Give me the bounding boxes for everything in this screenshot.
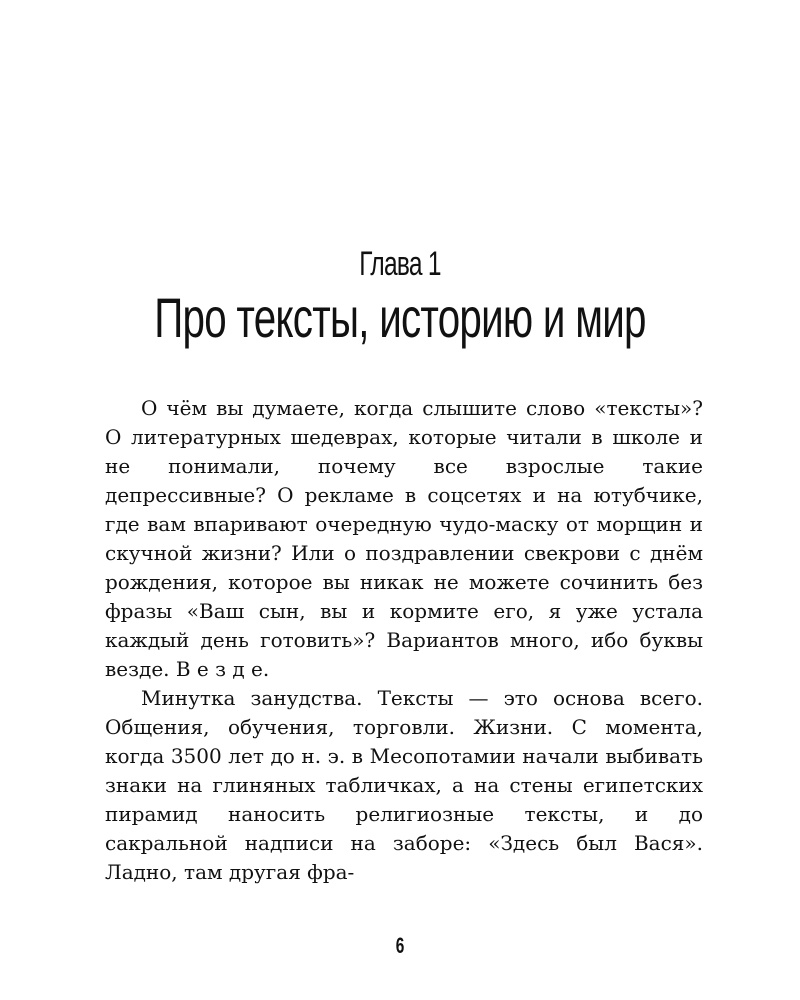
chapter-body xyxy=(105,394,703,887)
paragraph: Минутка занудства. Тексты — это основа всего. Общения, обучения, торговли. Жизни. С момента, когда 3500 лет до н. э. в Месопотамии начали выбивать знаки на глиняных табличках, а на стены египетских пирамид наносить религиозные тексты, и до сакральной надписи на заборе: «Здесь был Вася». Ладно, там другая фра- xyxy=(105,686,703,884)
page-number: 6 xyxy=(395,933,405,958)
paragraph: О чём вы думаете, когда слышите слово «тексты»? О литературных шедеврах, которые читали в школе и не понимали, почему все взрослые такие депрессивные? О рекламе в соцсетях и на ютубчике, где вам впаривают очередную чудо-маску от морщин и скучной жизни? Или о поздравлении свекрови с днём рождения, которое вы никак не можете сочинить без фразы «Ваш сын, вы и кормите его, я уже устала каждый день готовить»? Вариантов много, ибо буквы везде. В е з д е. xyxy=(105,396,703,681)
chapter-label: Глава 1 xyxy=(359,245,441,283)
chapter-title: Про тексты, историю и мир xyxy=(154,286,646,349)
